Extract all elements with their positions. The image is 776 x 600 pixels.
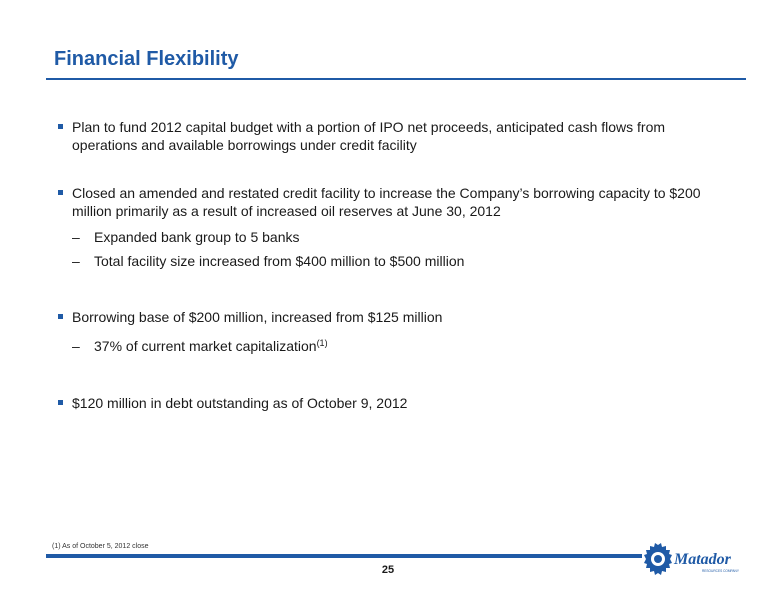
subbullet-bank-group xyxy=(72,228,712,246)
subbullet-text: Expanded bank group to 5 banks xyxy=(94,229,300,245)
bullet-square-icon xyxy=(58,190,63,195)
subbullet-text: Total facility size increased from $400 million to $500 million xyxy=(94,253,465,269)
bullet-text: Plan to fund 2012 capital budget with a portion of IPO net proceeds, anticipated cash flows from operations and available borrowings under credit facility xyxy=(72,119,666,153)
footnote: (1) As of October 5, 2012 close xyxy=(52,543,149,550)
bullet-text: Closed an amended and restated credit facility to increase the Company’s borrowing capacity to $200 million primarily as a result of increased oil reserves at June 30, 2012 xyxy=(72,185,701,219)
page-number: 25 xyxy=(381,564,395,576)
footnote-reference: (1) xyxy=(316,338,328,348)
bullet-square-icon xyxy=(58,124,63,129)
matador-logo xyxy=(644,538,739,580)
footer-divider xyxy=(46,554,642,558)
bullet-square-icon xyxy=(58,400,63,405)
subbullet-market-cap xyxy=(72,337,712,355)
subbullet-text xyxy=(72,337,712,355)
svg-text:RESOURCES COMPANY: RESOURCES COMPANY xyxy=(702,569,739,573)
dash-icon: – xyxy=(72,338,80,354)
bullet-borrowing-base xyxy=(58,308,728,326)
bullet-text: Borrowing base of $200 million, increased from $125 million xyxy=(72,309,443,325)
bullet-square-icon xyxy=(58,314,63,319)
bullet-funding xyxy=(58,118,728,154)
svg-text:Matador: Matador xyxy=(674,551,731,568)
dash-icon: – xyxy=(72,253,80,269)
bullet-debt-outstanding xyxy=(58,394,728,412)
title-divider xyxy=(46,78,746,80)
bullet-credit-facility xyxy=(58,184,728,220)
dash-icon: – xyxy=(72,229,80,245)
subbullet-facility-size xyxy=(72,252,712,270)
bullet-text: $120 million in debt outstanding as of October 9, 2012 xyxy=(72,395,408,411)
page-title: Financial Flexibility xyxy=(54,48,239,70)
subbullet-main-text: 37% of current market capitalization xyxy=(94,338,317,354)
